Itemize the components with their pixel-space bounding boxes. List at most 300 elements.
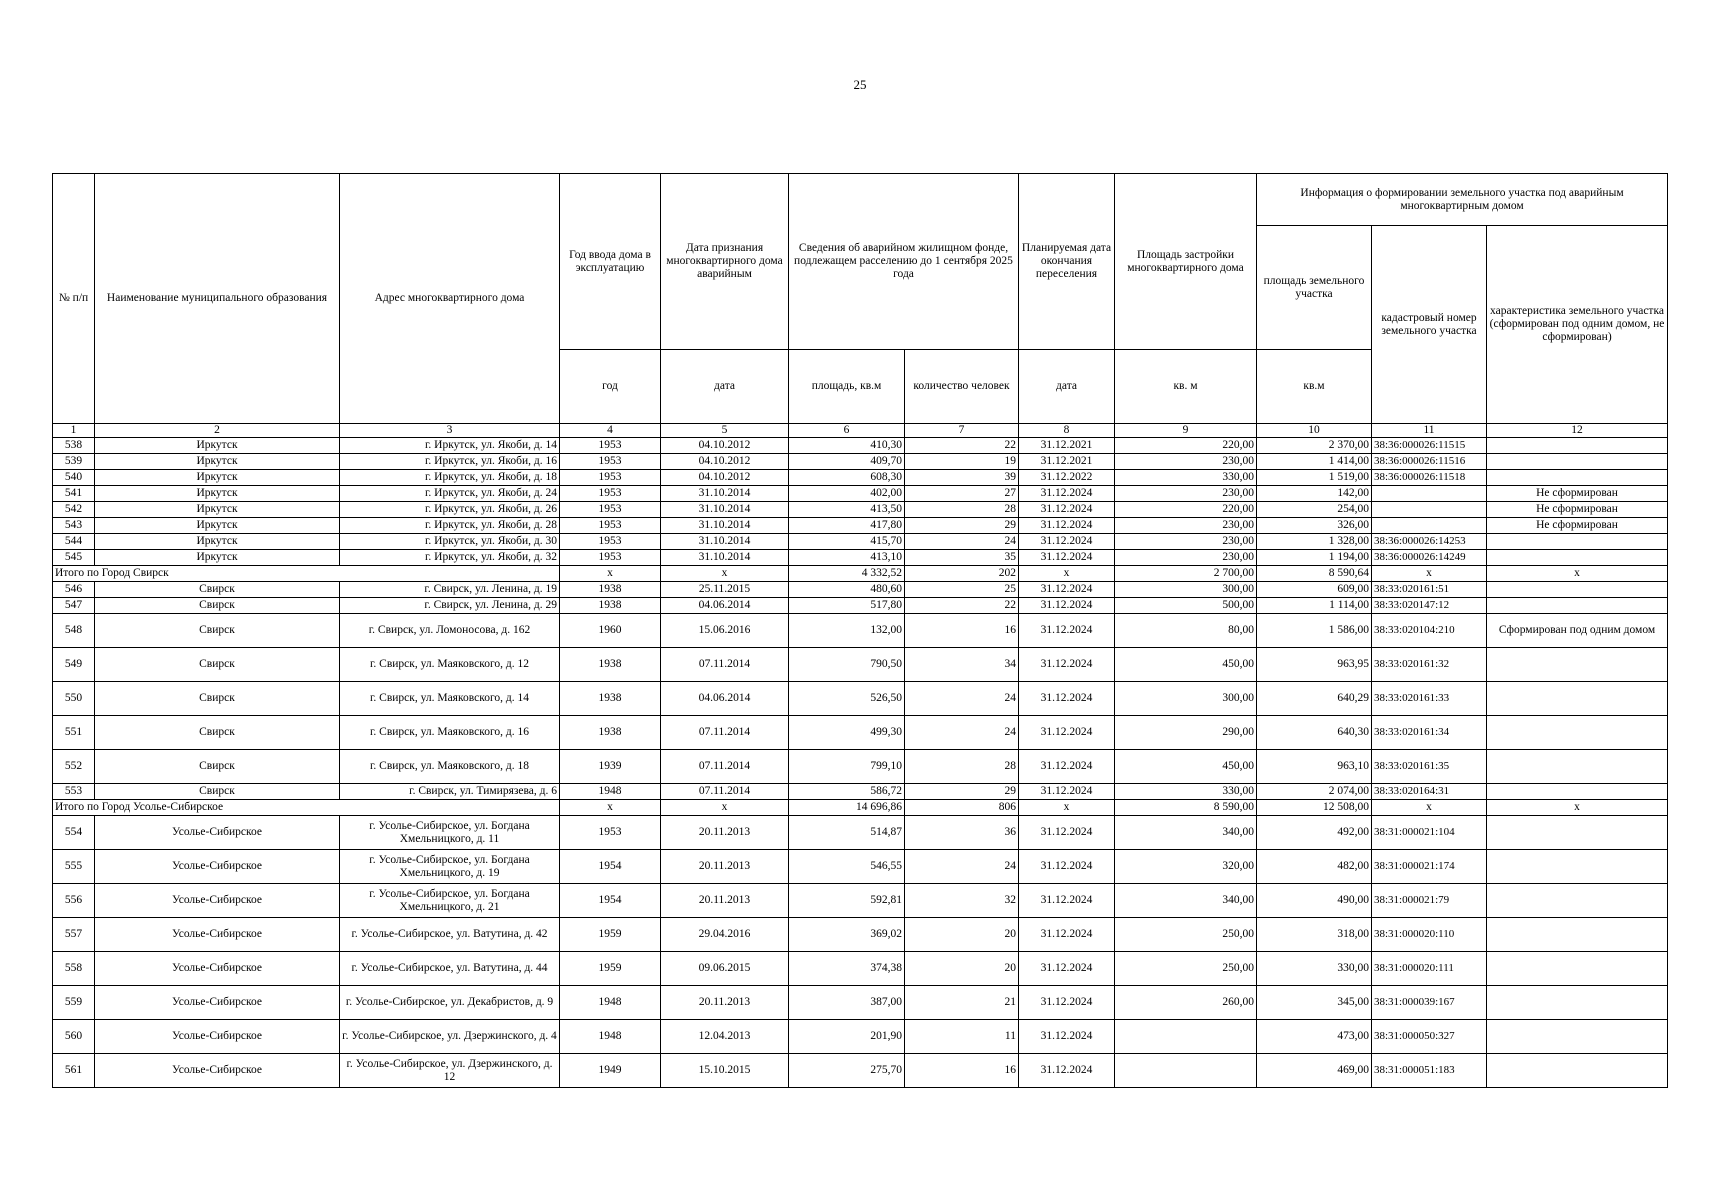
planned-date: 31.12.2024 [1019,918,1115,952]
row-number: 549 [53,648,95,682]
municipality: Свирск [95,784,340,800]
land-area: 1 194,00 [1257,550,1372,566]
header-address: Адрес многоквартирного дома [340,174,560,424]
total-row [53,800,1668,816]
header-planned-date: Планируемая дата окончания переселения [1019,174,1115,350]
building-area: 300,00 [1115,682,1257,716]
planned-date: 31.12.2021 [1019,454,1115,470]
planned-date: 31.12.2024 [1019,502,1115,518]
unit-date: дата [661,350,789,424]
total-people: 202 [905,566,1019,582]
recognition-date: 07.11.2014 [661,648,789,682]
row-number: 547 [53,598,95,614]
recognition-date: 15.10.2015 [661,1054,789,1088]
row-number: 559 [53,986,95,1020]
area: 799,10 [789,750,905,784]
building-area: 230,00 [1115,518,1257,534]
header-municipality: Наименование муниципального образования [95,174,340,424]
address: г. Иркутск, ул. Якоби, д. 30 [340,534,560,550]
table-row [53,918,1668,952]
land-area: 640,30 [1257,716,1372,750]
year-built: 1953 [560,486,661,502]
row-number: 557 [53,918,95,952]
land-area: 609,00 [1257,582,1372,598]
municipality: Иркутск [95,502,340,518]
people: 34 [905,648,1019,682]
cadastral-number: 38:33:020164:31 [1372,784,1487,800]
recognition-date: 07.11.2014 [661,750,789,784]
land-status [1487,918,1668,952]
cadastral-number: 38:31:000021:79 [1372,884,1487,918]
land-area: 345,00 [1257,986,1372,1020]
land-status [1487,850,1668,884]
total-land-area: 8 590,64 [1257,566,1372,582]
municipality: Усолье-Сибирское [95,952,340,986]
area: 201,90 [789,1020,905,1054]
people: 22 [905,438,1019,454]
total-row [53,566,1668,582]
recognition-date: 04.10.2012 [661,454,789,470]
planned-date: 31.12.2024 [1019,550,1115,566]
area: 132,00 [789,614,905,648]
address: г. Свирск, ул. Тимирязева, д. 6 [340,784,560,800]
recognition-date: 31.10.2014 [661,518,789,534]
land-area: 1 114,00 [1257,598,1372,614]
address: г. Свирск, ул. Маяковского, д. 14 [340,682,560,716]
year-built: 1948 [560,1020,661,1054]
land-status [1487,986,1668,1020]
cadastral-number: 38:33:020161:35 [1372,750,1487,784]
municipality: Свирск [95,648,340,682]
people: 24 [905,534,1019,550]
land-status [1487,1054,1668,1088]
row-number: 561 [53,1054,95,1088]
recognition-date: 20.11.2013 [661,816,789,850]
municipality: Свирск [95,582,340,598]
planned-date: 31.12.2024 [1019,952,1115,986]
planned-date: 31.12.2024 [1019,648,1115,682]
table-row [53,502,1668,518]
building-area: 230,00 [1115,550,1257,566]
area: 499,30 [789,716,905,750]
cadastral-number: 38:36:000026:14253 [1372,534,1487,550]
cadastral-number: 38:36:000026:14249 [1372,550,1487,566]
land-area: 1 586,00 [1257,614,1372,648]
planned-date: 31.12.2022 [1019,470,1115,486]
municipality: Усолье-Сибирское [95,884,340,918]
year-built: 1954 [560,884,661,918]
people: 25 [905,582,1019,598]
row-number: 552 [53,750,95,784]
total-building-area: 8 590,00 [1115,800,1257,816]
recognition-date: 25.11.2015 [661,582,789,598]
column-number: 3 [340,424,560,438]
total-year-built: x [560,566,661,582]
municipality: Иркутск [95,518,340,534]
people: 36 [905,816,1019,850]
cadastral-number: 38:31:000020:110 [1372,918,1487,952]
header-num: № п/п [53,174,95,424]
building-area: 450,00 [1115,750,1257,784]
land-status [1487,682,1668,716]
year-built: 1959 [560,952,661,986]
land-status [1487,1020,1668,1054]
address: г. Свирск, ул. Маяковского, д. 12 [340,648,560,682]
building-area: 340,00 [1115,816,1257,850]
land-area: 326,00 [1257,518,1372,534]
people: 20 [905,952,1019,986]
planned-date: 31.12.2021 [1019,438,1115,454]
year-built: 1953 [560,454,661,470]
land-area: 482,00 [1257,850,1372,884]
land-status: Не сформирован [1487,502,1668,518]
column-number: 9 [1115,424,1257,438]
column-number: 8 [1019,424,1115,438]
row-number: 560 [53,1020,95,1054]
address: г. Иркутск, ул. Якоби, д. 24 [340,486,560,502]
land-status: Сформирован под одним домом [1487,614,1668,648]
year-built: 1948 [560,986,661,1020]
planned-date: 31.12.2024 [1019,986,1115,1020]
total-land-area: 12 508,00 [1257,800,1372,816]
year-built: 1953 [560,534,661,550]
recognition-date: 31.10.2014 [661,534,789,550]
area: 546,55 [789,850,905,884]
planned-date: 31.12.2024 [1019,614,1115,648]
recognition-date: 07.11.2014 [661,784,789,800]
table-row [53,952,1668,986]
planned-date: 31.12.2024 [1019,1054,1115,1088]
land-status: Не сформирован [1487,486,1668,502]
land-area: 1 328,00 [1257,534,1372,550]
people: 16 [905,614,1019,648]
address: г. Усолье-Сибирское, ул. Богдана Хмельницкого, д. 21 [340,884,560,918]
unit-people: количество человек [905,350,1019,424]
cadastral-number: 38:31:000039:167 [1372,986,1487,1020]
cadastral-number: 38:36:000026:11516 [1372,454,1487,470]
year-built: 1953 [560,518,661,534]
cadastral-number: 38:36:000026:11515 [1372,438,1487,454]
area: 586,72 [789,784,905,800]
cadastral-number: 38:33:020161:51 [1372,582,1487,598]
table-body [53,424,1668,1088]
recognition-date: 29.04.2016 [661,918,789,952]
table-row [53,550,1668,566]
year-built: 1938 [560,648,661,682]
table-row [53,784,1668,800]
land-area: 330,00 [1257,952,1372,986]
total-area: 14 696,86 [789,800,905,816]
building-area: 320,00 [1115,850,1257,884]
building-area: 230,00 [1115,486,1257,502]
total-label: Итого по Город Свирск [53,566,560,582]
year-built: 1938 [560,598,661,614]
cadastral-number: 38:31:000050:327 [1372,1020,1487,1054]
header-year-built: Год ввода дома в эксплуатацию [560,174,661,350]
land-area: 254,00 [1257,502,1372,518]
building-area: 260,00 [1115,986,1257,1020]
cadastral-number [1372,486,1487,502]
row-number: 548 [53,614,95,648]
header-emergency-fund: Сведения об аварийном жилищном фонде, подлежащем расселению до 1 сентября 2025 года [789,174,1019,350]
total-cadastral-number: x [1372,566,1487,582]
unit-sqm-2: кв.м [1257,350,1372,424]
year-built: 1953 [560,438,661,454]
people: 19 [905,454,1019,470]
column-number: 1 [53,424,95,438]
total-planned-date: x [1019,800,1115,816]
planned-date: 31.12.2024 [1019,518,1115,534]
land-status [1487,598,1668,614]
land-area: 963,95 [1257,648,1372,682]
land-area: 1 414,00 [1257,454,1372,470]
land-area: 473,00 [1257,1020,1372,1054]
recognition-date: 04.06.2014 [661,682,789,716]
building-area: 450,00 [1115,648,1257,682]
municipality: Усолье-Сибирское [95,1054,340,1088]
recognition-date: 04.06.2014 [661,598,789,614]
municipality: Иркутск [95,534,340,550]
municipality: Свирск [95,716,340,750]
recognition-date: 04.10.2012 [661,438,789,454]
table-row [53,816,1668,850]
table-row [53,454,1668,470]
planned-date: 31.12.2024 [1019,682,1115,716]
year-built: 1938 [560,716,661,750]
header-recognition-date: Дата признания многоквартирного дома аварийным [661,174,789,350]
cadastral-number [1372,518,1487,534]
table-row [53,648,1668,682]
municipality: Усолье-Сибирское [95,918,340,952]
land-status [1487,454,1668,470]
year-built: 1954 [560,850,661,884]
people: 32 [905,884,1019,918]
building-area: 220,00 [1115,438,1257,454]
building-area: 290,00 [1115,716,1257,750]
planned-date: 31.12.2024 [1019,1020,1115,1054]
building-area [1115,1020,1257,1054]
column-number: 4 [560,424,661,438]
column-number: 5 [661,424,789,438]
row-number: 541 [53,486,95,502]
recognition-date: 07.11.2014 [661,716,789,750]
land-status [1487,716,1668,750]
cadastral-number [1372,502,1487,518]
address: г. Усолье-Сибирское, ул. Богдана Хмельницкого, д. 11 [340,816,560,850]
table-row [53,1054,1668,1088]
column-number: 12 [1487,424,1668,438]
land-area: 2 370,00 [1257,438,1372,454]
table-row [53,582,1668,598]
area: 369,02 [789,918,905,952]
people: 28 [905,502,1019,518]
land-status [1487,582,1668,598]
address: г. Свирск, ул. Ломоносова, д. 162 [340,614,560,648]
table-row [53,1020,1668,1054]
land-status [1487,952,1668,986]
land-area: 490,00 [1257,884,1372,918]
planned-date: 31.12.2024 [1019,750,1115,784]
address: г. Усолье-Сибирское, ул. Ватутина, д. 44 [340,952,560,986]
recognition-date: 20.11.2013 [661,850,789,884]
municipality: Иркутск [95,470,340,486]
municipality: Иркутск [95,438,340,454]
land-area: 142,00 [1257,486,1372,502]
building-area: 230,00 [1115,454,1257,470]
municipality: Свирск [95,750,340,784]
planned-date: 31.12.2024 [1019,486,1115,502]
cadastral-number: 38:31:000051:183 [1372,1054,1487,1088]
row-number: 538 [53,438,95,454]
emergency-housing-table [52,173,1668,1088]
cadastral-number: 38:33:020161:33 [1372,682,1487,716]
unit-date-2: дата [1019,350,1115,424]
land-status [1487,884,1668,918]
area: 514,87 [789,816,905,850]
table-row [53,470,1668,486]
people: 21 [905,986,1019,1020]
table-row [53,518,1668,534]
total-year-built: x [560,800,661,816]
planned-date: 31.12.2024 [1019,816,1115,850]
header-land-info: Информация о формировании земельного участка под аварийным многоквартирным домом [1257,174,1668,226]
cadastral-number: 38:36:000026:11518 [1372,470,1487,486]
area: 387,00 [789,986,905,1020]
address: г. Усолье-Сибирское, ул. Ватутина, д. 42 [340,918,560,952]
area: 409,70 [789,454,905,470]
land-area: 2 074,00 [1257,784,1372,800]
row-number: 558 [53,952,95,986]
total-cadastral-number: x [1372,800,1487,816]
planned-date: 31.12.2024 [1019,850,1115,884]
recognition-date: 09.06.2015 [661,952,789,986]
people: 16 [905,1054,1019,1088]
year-built: 1953 [560,502,661,518]
area: 480,60 [789,582,905,598]
row-number: 543 [53,518,95,534]
area: 275,70 [789,1054,905,1088]
address: г. Иркутск, ул. Якоби, д. 26 [340,502,560,518]
people: 24 [905,850,1019,884]
row-number: 551 [53,716,95,750]
planned-date: 31.12.2024 [1019,784,1115,800]
recognition-date: 15.06.2016 [661,614,789,648]
address: г. Иркутск, ул. Якоби, д. 18 [340,470,560,486]
area: 413,10 [789,550,905,566]
cadastral-number: 38:31:000020:111 [1372,952,1487,986]
people: 22 [905,598,1019,614]
recognition-date: 31.10.2014 [661,550,789,566]
total-area: 4 332,52 [789,566,905,582]
people: 35 [905,550,1019,566]
municipality: Усолье-Сибирское [95,986,340,1020]
address: г. Свирск, ул. Ленина, д. 19 [340,582,560,598]
people: 24 [905,716,1019,750]
row-number: 542 [53,502,95,518]
recognition-date: 04.10.2012 [661,470,789,486]
table-row [53,682,1668,716]
land-status [1487,470,1668,486]
header-land-status: характеристика земельного участка (сформирован под одним домом, не сформирован) [1487,226,1668,424]
row-number: 539 [53,454,95,470]
year-built: 1960 [560,614,661,648]
land-area: 1 519,00 [1257,470,1372,486]
cadastral-number: 38:33:020161:32 [1372,648,1487,682]
area: 608,30 [789,470,905,486]
year-built: 1953 [560,550,661,566]
address: г. Иркутск, ул. Якоби, д. 28 [340,518,560,534]
municipality: Усолье-Сибирское [95,816,340,850]
building-area: 500,00 [1115,598,1257,614]
municipality: Свирск [95,682,340,716]
planned-date: 31.12.2024 [1019,598,1115,614]
year-built: 1953 [560,816,661,850]
column-number: 2 [95,424,340,438]
table-row [53,750,1668,784]
recognition-date: 12.04.2013 [661,1020,789,1054]
land-status [1487,438,1668,454]
address: г. Иркутск, ул. Якоби, д. 16 [340,454,560,470]
municipality: Иркутск [95,454,340,470]
table-row [53,716,1668,750]
row-number: 556 [53,884,95,918]
address: г. Иркутск, ул. Якоби, д. 32 [340,550,560,566]
cadastral-number: 38:33:020161:34 [1372,716,1487,750]
people: 24 [905,682,1019,716]
building-area: 300,00 [1115,582,1257,598]
people: 11 [905,1020,1019,1054]
row-number: 553 [53,784,95,800]
land-area: 469,00 [1257,1054,1372,1088]
address: г. Свирск, ул. Маяковского, д. 16 [340,716,560,750]
area: 790,50 [789,648,905,682]
building-area: 220,00 [1115,502,1257,518]
address: г. Иркутск, ул. Якоби, д. 14 [340,438,560,454]
year-built: 1959 [560,918,661,952]
column-number: 11 [1372,424,1487,438]
municipality: Усолье-Сибирское [95,1020,340,1054]
planned-date: 31.12.2024 [1019,534,1115,550]
building-area: 80,00 [1115,614,1257,648]
land-status [1487,550,1668,566]
column-numbers-row [53,424,1668,438]
address: г. Усолье-Сибирское, ул. Дзержинского, д. 12 [340,1054,560,1088]
year-built: 1953 [560,470,661,486]
year-built: 1938 [560,582,661,598]
land-status: Не сформирован [1487,518,1668,534]
land-area: 963,10 [1257,750,1372,784]
address: г. Свирск, ул. Ленина, д. 29 [340,598,560,614]
row-number: 555 [53,850,95,884]
header-cadastral: кадастровый номер земельного участка [1372,226,1487,424]
table-row [53,598,1668,614]
unit-year: год [560,350,661,424]
building-area: 250,00 [1115,918,1257,952]
page-number: 25 [853,77,867,92]
address: г. Свирск, ул. Маяковского, д. 18 [340,750,560,784]
building-area: 250,00 [1115,952,1257,986]
municipality: Иркутск [95,550,340,566]
area: 410,30 [789,438,905,454]
building-area: 330,00 [1115,784,1257,800]
planned-date: 31.12.2024 [1019,582,1115,598]
recognition-date: 31.10.2014 [661,502,789,518]
row-number: 544 [53,534,95,550]
address: г. Усолье-Сибирское, ул. Декабристов, д. 9 [340,986,560,1020]
table-row [53,534,1668,550]
area: 526,50 [789,682,905,716]
total-recognition-date: x [661,800,789,816]
